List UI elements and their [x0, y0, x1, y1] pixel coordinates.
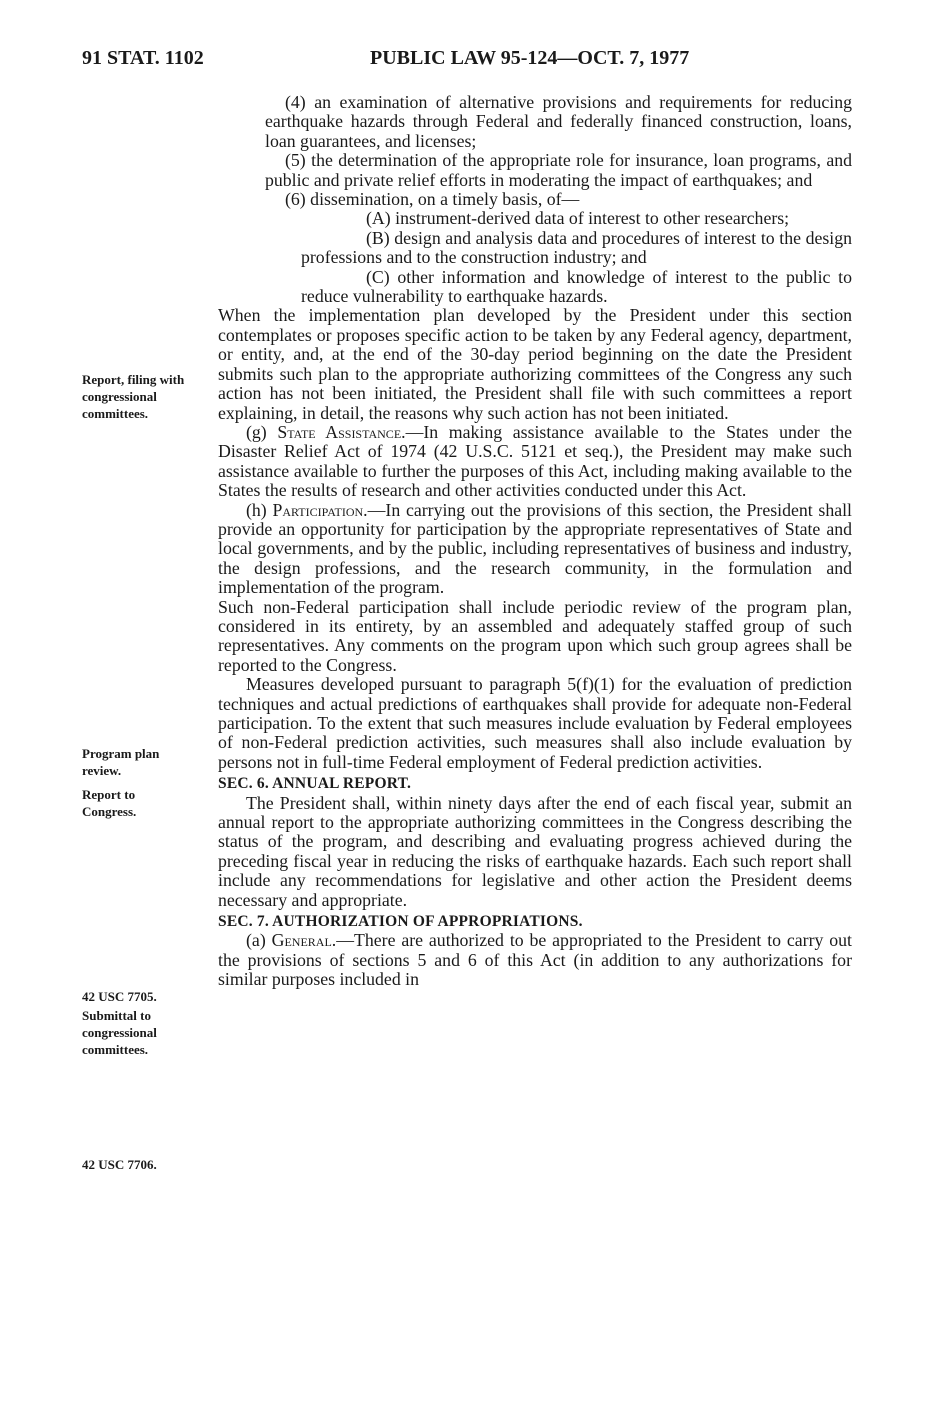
subparagraph-a: (A) instrument-derived data of interest to other researchers; — [366, 208, 790, 229]
margin-note-report-congress: Report to Congress. — [82, 787, 137, 819]
page-header — [0, 47, 949, 71]
non-federal-participation-paragraph: Such non-Federal participation shall include periodic review of the program plan, considered in its entirety, by an assembled and adequately staffed group of such representatives. Any comments on the program upon which such group agrees shall be reported to the Congress. — [218, 596, 852, 675]
subsection-a-heading: General. — [271, 930, 337, 951]
statute-body — [218, 93, 852, 990]
section-7-heading: SEC. 7. AUTHORIZATION OF APPROPRIATIONS. — [218, 913, 583, 931]
subsection-g: (g) State Assistance.—In making assistance available to the States under the Disaster Relief Act of 1974 (42 U.S.C. 5121 et seq.), the President may make such assistance available to further the purposes of this Act, including making available to the States the results of research and other activities conducted under this Act. — [218, 421, 852, 501]
subparagraph-c: (C) other information and knowledge of interest to the public to reduce vulnerability to earthquake hazards. — [301, 266, 852, 307]
margin-note-submittal: Submittal to congressional committees. — [82, 1008, 157, 1057]
public-law-title: PUBLIC LAW 95-124—OCT. 7, 1977 — [370, 47, 690, 69]
margin-note-usc-7706: 42 USC 7706. — [82, 1157, 157, 1172]
margin-note-report-filing: Report, filing with congressional committees. — [82, 372, 185, 421]
subsection-a-general: (a) General.—There are authorized to be appropriated to the President to carry out the provisions of sections 5 and 6 of this Act (in addition to any authorizations for similar purposes included in — [218, 930, 852, 990]
margin-note-usc-7705: 42 USC 7705. — [82, 989, 157, 1004]
subsection-h-heading: Participation. — [272, 499, 368, 520]
paragraph-6: (6) dissemination, on a timely basis, of— — [285, 189, 580, 210]
paragraph-5: (5) the determination of the appropriate role for insurance, loan programs, and public and private relief efforts in moderating the impact of earthquakes; and — [265, 150, 852, 190]
subsection-h: (h) Participation.—In carrying out the provisions of this section, the President shall provide an opportunity for participation by the appropriate representatives of State and local governments, and by the public, including representatives of business and industry, the design professions, and the research community, in the formulation and implementation of the program. — [218, 499, 852, 598]
statute-page-number: 91 STAT. 1102 — [82, 47, 204, 69]
paragraph-4: (4) an examination of alternative provisions and requirements for reducing earthquake hazards through Federal and federally financed construction, loans, loan guarantees, and licenses; — [265, 92, 852, 151]
subparagraph-b: (B) design and analysis data and procedures of interest to the design professions and to the construction industry; and — [301, 227, 852, 268]
subsection-g-heading: State Assistance. — [277, 421, 406, 442]
annual-report-paragraph: The President shall, within ninety days after the end of each fiscal year, submit an annual report to the appropriate authorizing committees in the Congress describing the status of the program, and describing and evaluating progress achieved during the preceding fiscal year in reducing the risks of earthquake hazards. Each such report shall include any recommendations for legislative and other action the President deems necessary and appropriate. — [218, 792, 852, 910]
implementation-plan-paragraph: When the implementation plan developed by the President under this section contemplates or proposes specific action to be taken by any Federal agency, department, or entity, and, at the end of the 30-day period beginning on the date the President submits such plan to the appropriate authorizing committees of the Congress any such action has not been initiated, the President shall file with such committees a report explaining, in detail, the reasons why such action has not been initiated. — [218, 305, 852, 423]
measures-paragraph: Measures developed pursuant to paragraph 5(f)(1) for the evaluation of prediction techniques and actual predictions of earthquakes shall provide for adequate non-Federal participation. To the extent that such measures include evaluation by Federal employees of non-Federal prediction activities, such measures shall also include evaluation by persons not in full-time Federal employment of Federal prediction activities. — [218, 674, 852, 772]
margin-note-program-plan: Program plan review. — [82, 746, 160, 778]
section-6-heading: SEC. 6. ANNUAL REPORT. — [218, 775, 412, 793]
